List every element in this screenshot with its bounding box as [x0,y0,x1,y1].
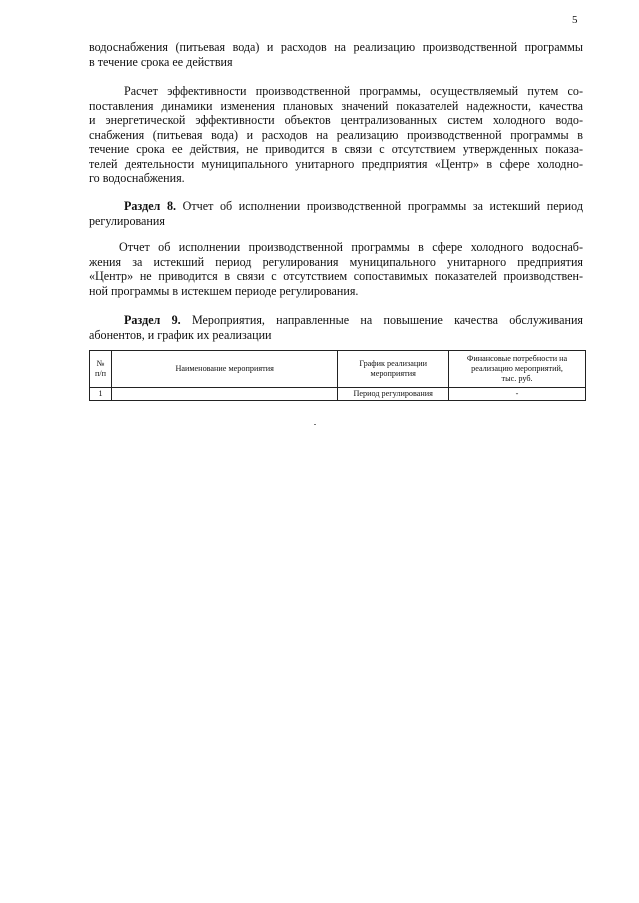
section9-title-text: Мероприятия, направленные на повышение качества обслуживания [180,313,583,327]
section9-title-line-2: абонентов, и график их реализации [89,327,272,342]
section8-title-text: Отчет об исполнении производственной программы за истекший период [176,199,583,213]
section8-title-line-2: регулирования [89,213,165,228]
stray-mark [314,424,316,425]
text-line: Отчет об исполнении производственной программы в сфере холодного водоснаб- [119,240,583,254]
text-line: водоснабжения (питьевая вода) и расходов на реализацию производственной программы [89,40,583,54]
measures-table [89,350,586,401]
header-finance [449,351,586,388]
header-finance-line: Финансовые потребности на [466,354,568,363]
text-line: ной программы в истекшем периоде регулирования. [89,283,359,298]
cell-finance: - [449,388,586,401]
table-header-row [90,351,586,388]
header-name: Наименование мероприятия [111,351,337,388]
text-line: течение срока ее действия, не приводится в связи с отсутствием утвержденных показа- [89,142,583,156]
cell-schedule: Период регулирования [338,388,449,401]
section9-title-line [89,313,583,328]
text-line: Расчет эффективности производственной программы, осуществляемый путем со- [124,84,583,98]
text-line: го водоснабжения. [89,171,185,185]
section8-heading [89,199,583,228]
section8-body [89,240,583,298]
text-line: жения за истекший период регулирования муниципального унитарного предприятия [89,254,583,269]
cell-num: 1 [90,388,112,401]
table-row [90,388,586,401]
efficiency-paragraph [89,84,583,186]
text-line: снабжения (питьевая вода) и расходов на реализацию производственной программы в [89,127,583,142]
text-line: и энергетической эффективности объектов централизованных систем холодного водо- [89,113,583,127]
text-line: в течение срока ее действия [89,54,233,69]
section8-label: Раздел 8. [124,199,177,213]
section9-heading [89,313,583,342]
page-number: 5 [572,14,578,26]
top-text-block [89,40,583,69]
cell-name [111,388,337,401]
section9-label: Раздел 9. [124,313,181,327]
header-finance-line: реализацию мероприятий, [471,364,563,373]
text-line: поставления динамики изменения плановых значений показателей надежности, качества [89,98,583,113]
text-line: «Центр» не приводится в связи с отсутствием сопоставимых показателей производствен- [89,269,583,283]
header-finance-line: тыс. руб. [501,374,533,383]
text-line: телей деятельности муниципального унитарного предприятия «Центр» в сфере холодно- [89,156,583,171]
section8-title-line [89,199,583,214]
header-schedule: График реализации мероприятия [338,351,449,388]
header-num: № п/п [90,351,112,388]
